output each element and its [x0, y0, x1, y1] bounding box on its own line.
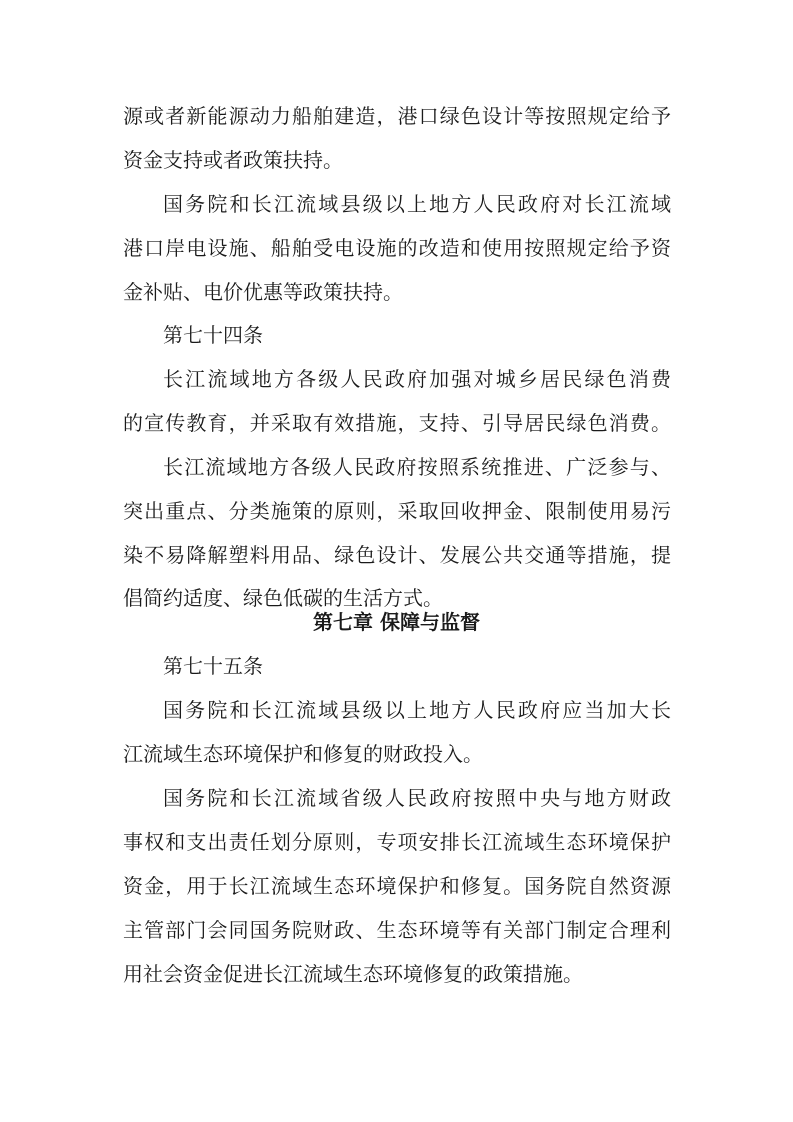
paragraph-line: 长江流域地方各级人民政府加强对城乡居民绿色消费: [163, 367, 671, 391]
paragraph-line: 金补贴、电价优惠等政策扶持。: [123, 280, 403, 304]
paragraph-line: 倡简约适度、绿色低碳的生活方式。: [123, 586, 443, 610]
article-number: 第七十四条: [163, 323, 263, 347]
paragraph-line: 国务院和长江流域县级以上地方人民政府应当加大长: [163, 698, 671, 722]
paragraph-line: 国务院和长江流域县级以上地方人民政府对长江流域: [163, 192, 671, 216]
paragraph-line: 的宣传教育，并采取有效措施，支持、引导居民绿色消费。: [123, 411, 671, 435]
chapter-heading: 第七章 保障与监督: [313, 610, 480, 634]
article-number: 第七十五条: [163, 654, 263, 678]
paragraph-line: 长江流域地方各级人民政府按照系统推进、广泛参与、: [163, 455, 671, 479]
paragraph-line: 资金支持或者政策扶持。: [123, 148, 343, 172]
paragraph-line: 事权和支出责任划分原则，专项安排长江流域生态环境保护: [123, 830, 671, 854]
paragraph-line: 港口岸电设施、船舶受电设施的改造和使用按照规定给予资: [123, 236, 671, 260]
paragraph-line: 源或者新能源动力船舶建造，港口绿色设计等按照规定给予: [123, 104, 671, 128]
paragraph-line: 主管部门会同国务院财政、生态环境等有关部门制定合理利: [123, 918, 671, 942]
paragraph-line: 用社会资金促进长江流域生态环境修复的政策措施。: [123, 962, 583, 986]
paragraph-line: 国务院和长江流域省级人民政府按照中央与地方财政: [163, 786, 671, 810]
paragraph-line: 资金，用于长江流域生态环境保护和修复。国务院自然资源: [123, 874, 671, 898]
paragraph-line: 江流域生态环境保护和修复的财政投入。: [123, 742, 483, 766]
paragraph-line: 染不易降解塑料用品、绿色设计、发展公共交通等措施，提: [123, 543, 671, 567]
paragraph-line: 突出重点、分类施策的原则，采取回收押金、限制使用易污: [123, 499, 671, 523]
